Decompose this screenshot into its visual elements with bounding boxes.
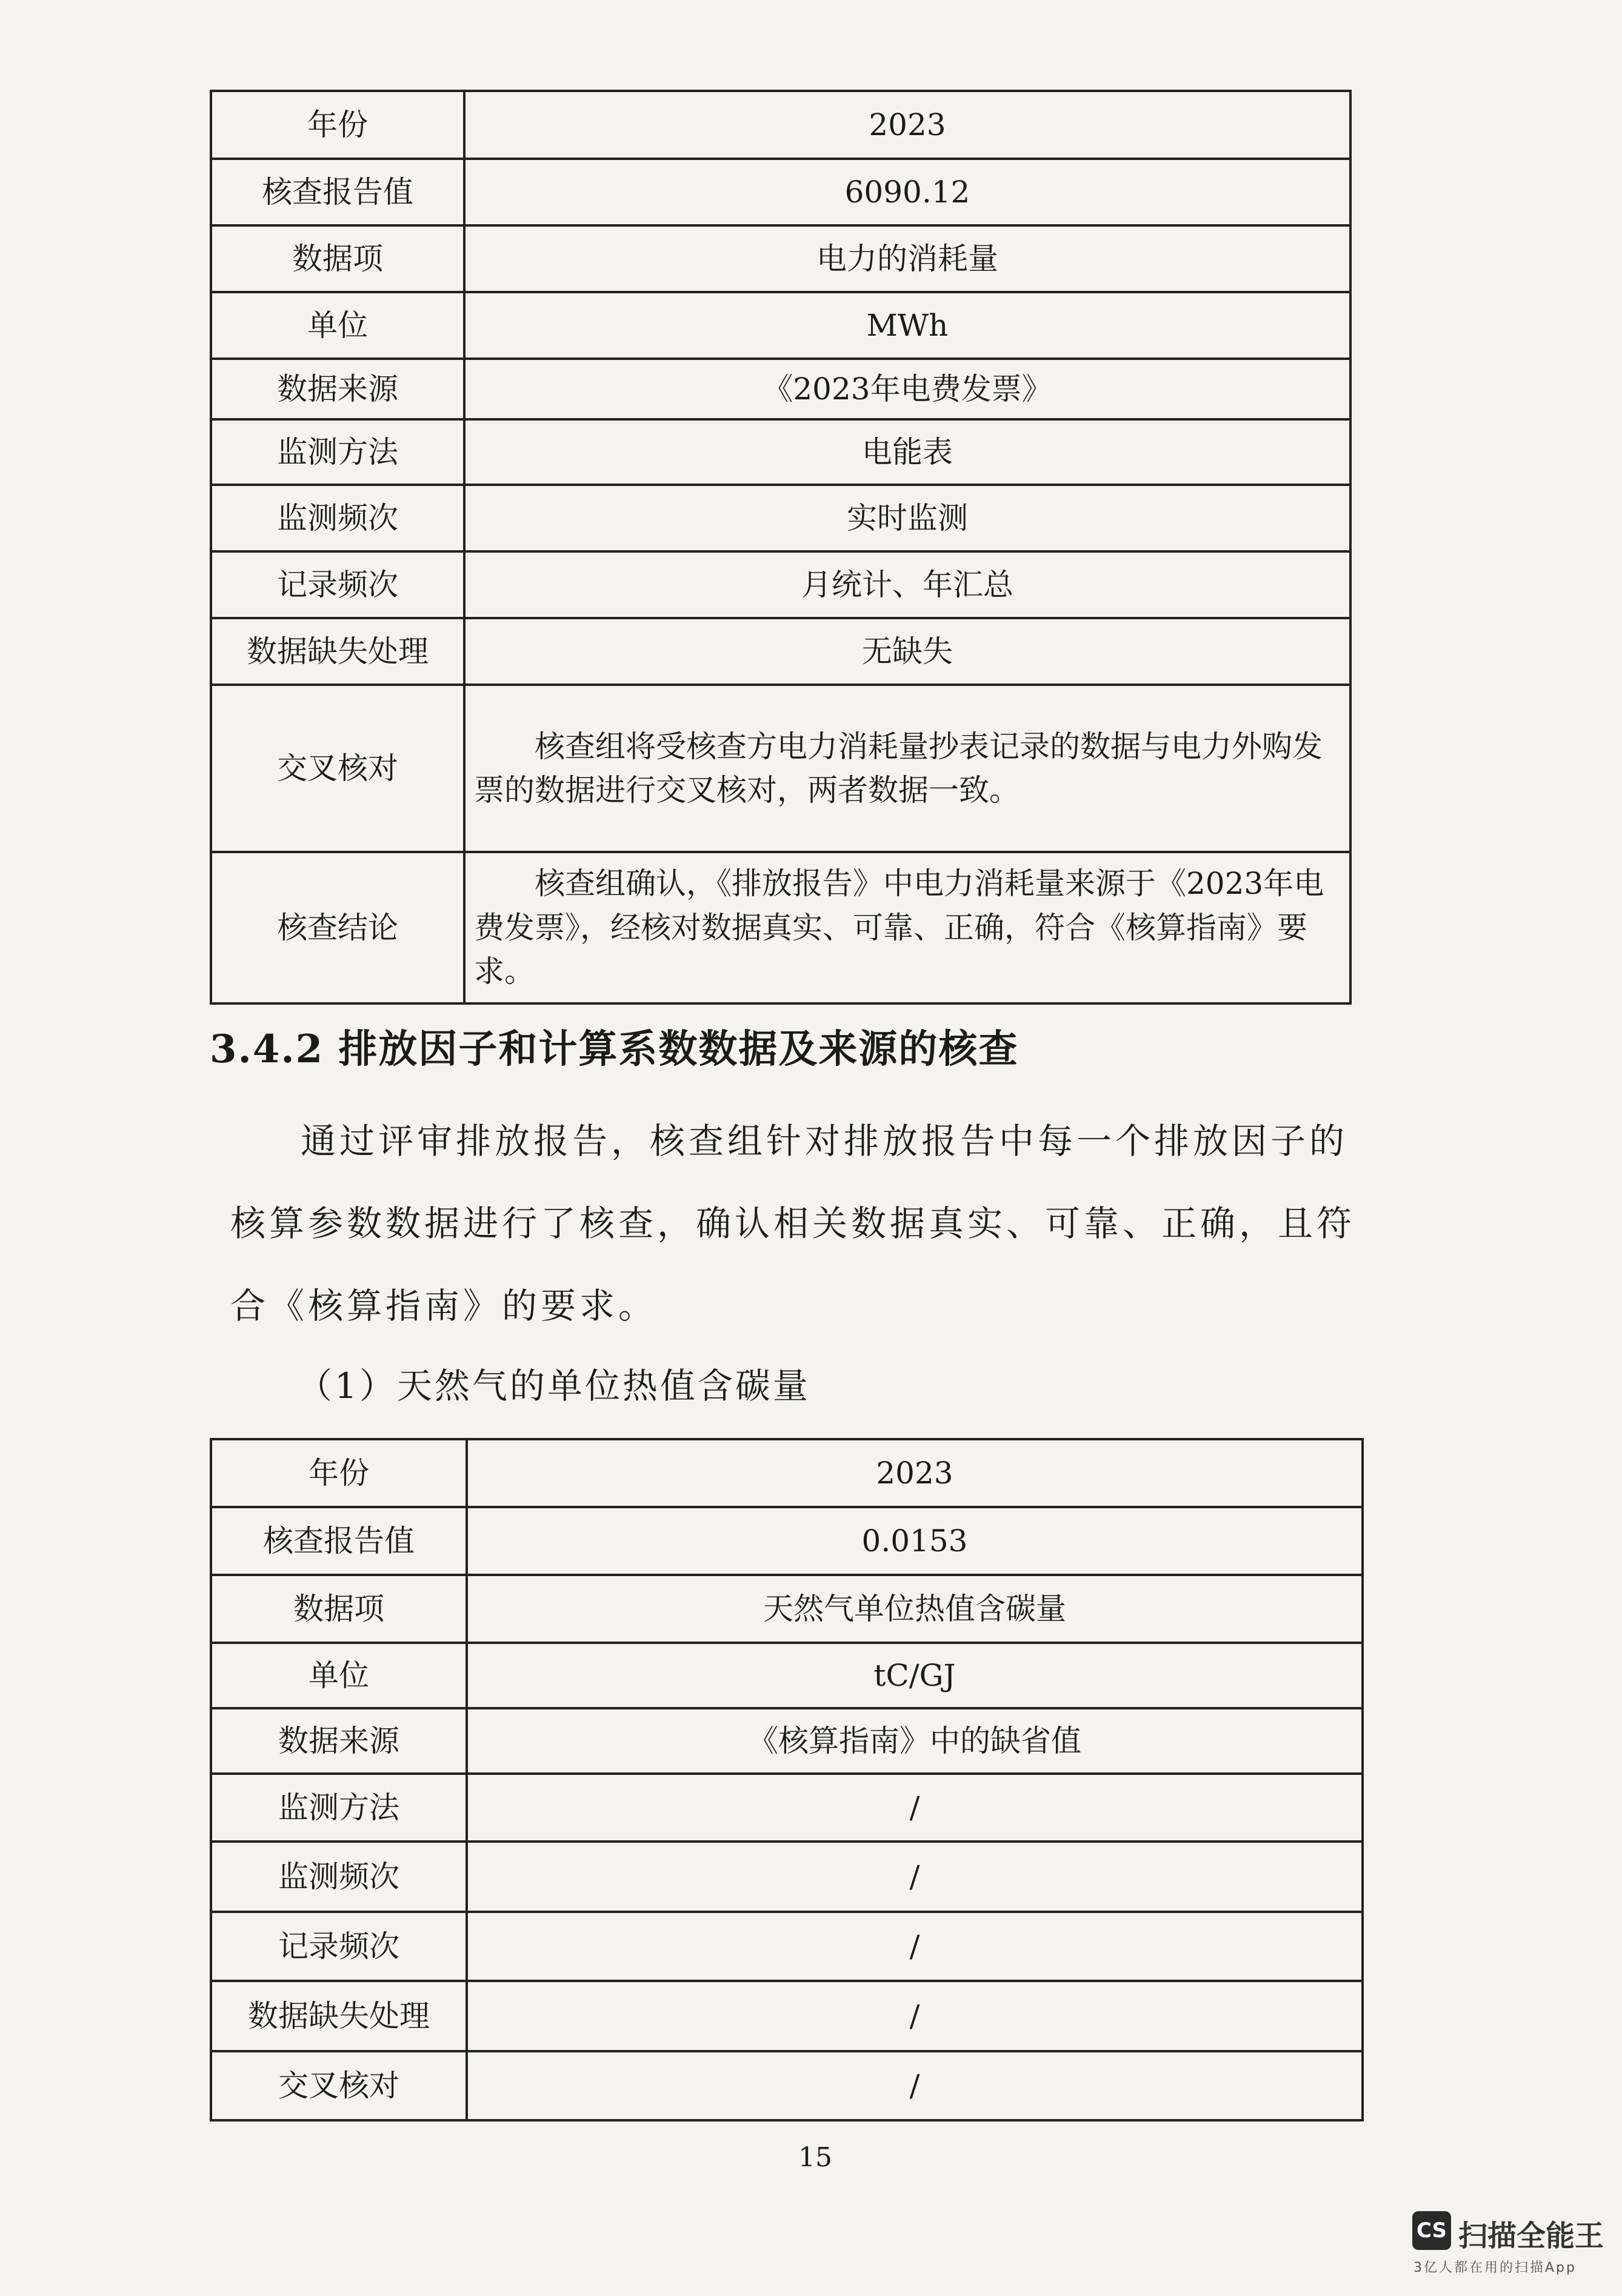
- natural-gas-carbon-table: [210, 1438, 1364, 2121]
- table-row: [211, 419, 1350, 485]
- table-row: [211, 618, 1350, 685]
- table-row: [211, 485, 1350, 551]
- row-value: [464, 852, 1350, 1003]
- table-row: [211, 1507, 1363, 1575]
- row-value: /: [467, 1774, 1363, 1842]
- row-value: 2023: [467, 1439, 1363, 1507]
- row-value: /: [467, 1981, 1363, 2051]
- electricity-consumption-table: [210, 90, 1352, 1005]
- row-value: /: [467, 2051, 1363, 2120]
- row-label: 监测方法: [211, 419, 464, 485]
- item-heading: （1）天然气的单位热值含碳量: [297, 1365, 810, 1406]
- row-label: 数据缺失处理: [211, 1981, 467, 2051]
- table-row: [211, 292, 1350, 359]
- row-value: [464, 685, 1350, 852]
- row-label: 核查报告值: [211, 1507, 467, 1575]
- row-label: 交叉核对: [211, 685, 464, 852]
- table-row: [211, 1774, 1363, 1842]
- row-label: 年份: [211, 91, 464, 159]
- section-heading: 3.4.2 排放因子和计算系数数据及来源的核查: [210, 1027, 1019, 1072]
- table-row: [211, 1575, 1363, 1643]
- cs-logo-icon: CS: [1412, 2211, 1451, 2250]
- row-value: /: [467, 1842, 1363, 1912]
- body-paragraph: 通过评审排放报告，核查组针对排放报告中每一个排放因子的核算参数数据进行了核查，确认相关数据真实、可靠、正确，且符合《核算指南》的要求。: [230, 1120, 1356, 1326]
- table-row: [211, 685, 1350, 852]
- table-row: [211, 1912, 1363, 1981]
- row-value: 电力的消耗量: [464, 225, 1350, 292]
- table-row: [211, 91, 1350, 159]
- row-label: 监测频次: [211, 1842, 467, 1912]
- page-number: 15: [798, 2142, 832, 2173]
- row-value: 天然气单位热值含碳量: [467, 1575, 1363, 1643]
- row-value: 《核算指南》中的缺省值: [467, 1708, 1363, 1774]
- row-value: 无缺失: [464, 618, 1350, 685]
- table-row: [211, 2051, 1363, 2120]
- row-value: 实时监测: [464, 485, 1350, 551]
- row-label: 单位: [211, 292, 464, 359]
- table-row: [211, 852, 1350, 1003]
- row-label: 数据缺失处理: [211, 618, 464, 685]
- app-tagline: 3亿人都在用的扫描App: [1413, 2260, 1577, 2275]
- row-label: 监测方法: [211, 1774, 467, 1842]
- table-row: [211, 159, 1350, 225]
- row-value: MWh: [464, 292, 1350, 359]
- row-value: 电能表: [464, 419, 1350, 485]
- row-value: /: [467, 1912, 1363, 1981]
- row-label: 核查结论: [211, 852, 464, 1003]
- row-label: 数据项: [211, 1575, 467, 1643]
- table-row: [211, 1643, 1363, 1708]
- row-label: 核查报告值: [211, 159, 464, 225]
- row-value: 2023: [464, 91, 1350, 159]
- table-row: [211, 1708, 1363, 1774]
- row-value: tC/GJ: [467, 1643, 1363, 1708]
- table-row: [211, 225, 1350, 292]
- row-label: 年份: [211, 1439, 467, 1507]
- row-label: 监测频次: [211, 485, 464, 551]
- row-label: 数据来源: [211, 359, 464, 419]
- row-value: 6090.12: [464, 159, 1350, 225]
- table-row: [211, 1439, 1363, 1507]
- table-row: [211, 1981, 1363, 2051]
- table-row: [211, 551, 1350, 618]
- cross-check-text: 核查组将受核查方电力消耗量抄表记录的数据与电力外购发票的数据进行交叉核对，两者数据一致。: [474, 728, 1323, 808]
- scanner-watermark: [1405, 2197, 1611, 2288]
- row-label: 数据项: [211, 225, 464, 292]
- app-name: 扫描全能王: [1458, 2219, 1604, 2253]
- table-row: [211, 1842, 1363, 1912]
- table-row: [211, 359, 1350, 419]
- row-label: 交叉核对: [211, 2051, 467, 2120]
- row-label: 数据来源: [211, 1708, 467, 1774]
- row-label: 记录频次: [211, 1912, 467, 1981]
- row-value: 月统计、年汇总: [464, 551, 1350, 618]
- conclusion-text: 核查组确认，《排放报告》中电力消耗量来源于《2023年电费发票》，经核对数据真实、可靠、正确，符合《核算指南》要求。: [474, 866, 1324, 989]
- row-label: 记录频次: [211, 551, 464, 618]
- row-value: 0.0153: [467, 1507, 1363, 1575]
- row-value: 《2023年电费发票》: [464, 359, 1350, 419]
- row-label: 单位: [211, 1643, 467, 1708]
